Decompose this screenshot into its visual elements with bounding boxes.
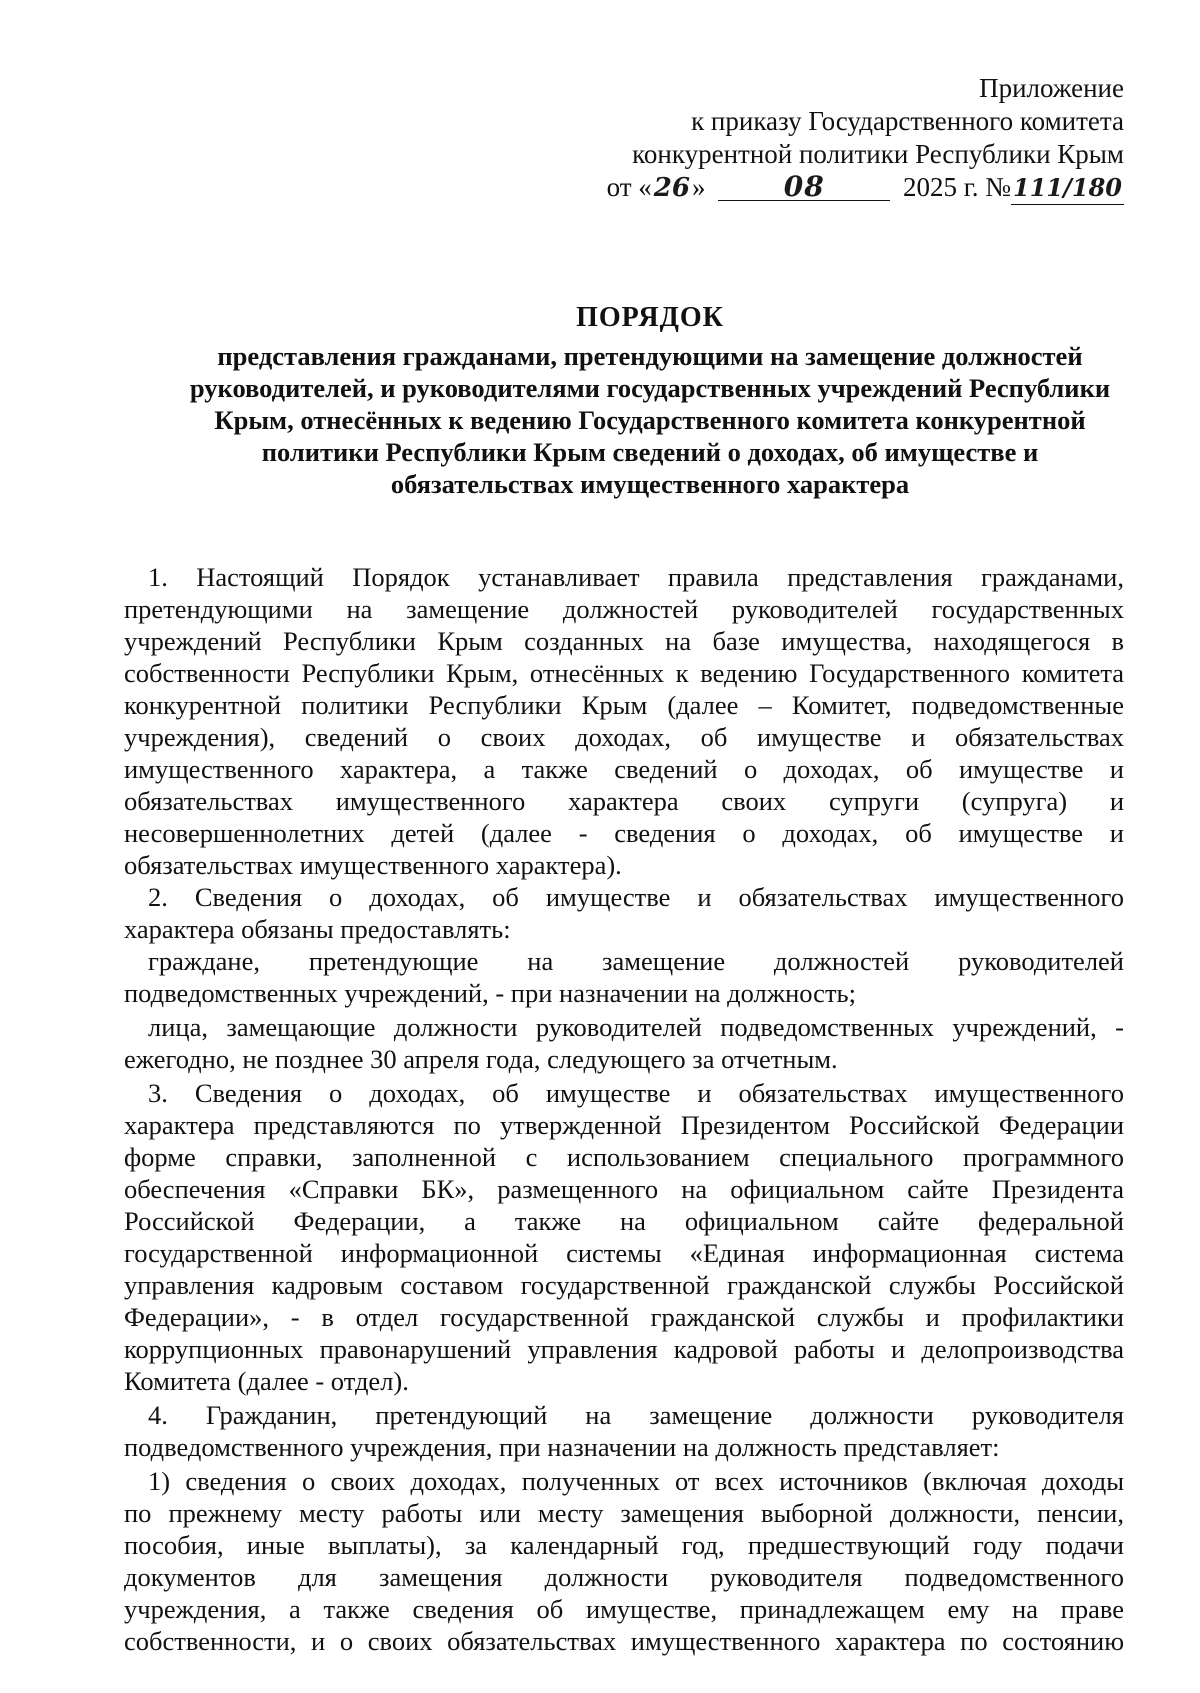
body-line: обеспечения «Справки БК», размещенного на официальном сайте Президента	[124, 1174, 1124, 1204]
date-prefix: от «	[606, 172, 652, 202]
body-line: обязательствах имущественного характера).	[124, 850, 622, 880]
subtitle-line: обязательствах имущественного характера	[390, 469, 910, 499]
body-line: собственности, и о своих обязательствах имущественного характера по состоянию	[124, 1626, 1124, 1656]
handwritten-day: 26	[653, 173, 690, 203]
body-line: имущественного характера, а также сведений о доходах, об имуществе и	[124, 754, 1124, 784]
body-line: ежегодно, не позднее 30 апреля года, следующего за отчетным.	[124, 1044, 838, 1074]
body-line: учреждения, а также сведения об имуществе, принадлежащем ему на праве	[124, 1594, 1124, 1624]
body-line: учреждений Республики Крым созданных на базе имущества, находящегося в	[124, 626, 1124, 656]
handwritten-order-number: 111/180	[1011, 171, 1124, 205]
body-line: 1) сведения о своих доходах, полученных от всех источников (включая доходы	[148, 1466, 1124, 1496]
subtitle-line: руководителей, и руководителями государственных учреждений Республики	[189, 373, 1111, 403]
month-blank	[718, 170, 890, 203]
document-title-block	[120, 300, 1180, 500]
handwritten-month: 08	[783, 170, 825, 203]
body-line: управления кадровым составом государственной гражданской службы Российской	[124, 1270, 1124, 1300]
document-body	[124, 561, 1124, 1657]
body-line: учреждения), сведений о своих доходах, об имуществе и обязательствах	[124, 722, 1124, 752]
body-line: пособия, иные выплаты), за календарный год, предшествующий году подачи	[124, 1530, 1124, 1560]
body-line: характера представляются по утвержденной Президентом Российской Федерации	[124, 1110, 1124, 1140]
body-line: Комитета (далее - отдел).	[124, 1366, 409, 1396]
appendix-header	[607, 72, 1124, 205]
document-subtitle	[120, 340, 1180, 500]
body-line: Российской Федерации, а также на официальном сайте федеральной	[124, 1206, 1124, 1236]
order-date-line	[607, 171, 1124, 205]
body-line: обязательствах имущественного характера своих супруги (супруга) и	[124, 786, 1124, 816]
appendix-line-1: Приложение	[979, 73, 1124, 103]
subtitle-line: политики Республики Крым сведений о доходах, об имуществе и	[261, 437, 1039, 467]
body-line: граждане, претендующие на замещение должностей руководителей	[148, 946, 1124, 976]
body-line: 2. Сведения о доходах, об имуществе и обязательствах имущественного	[148, 882, 1124, 912]
body-line: форме справки, заполненной с использованием специального программного	[124, 1142, 1124, 1172]
body-line: по прежнему месту работы или месту замещения выборной должности, пенсии,	[124, 1498, 1124, 1528]
body-line: документов для замещения должности руководителя подведомственного	[124, 1562, 1124, 1592]
date-year: 2025 г. №	[902, 172, 1012, 202]
document-title: ПОРЯДОК	[576, 302, 724, 333]
body-line: 4. Гражданин, претендующий на замещение должности руководителя	[148, 1400, 1124, 1430]
subtitle-line: Крым, отнесённых к ведению Государственного комитета конкурентной	[214, 405, 1086, 435]
body-line: коррупционных правонарушений управления кадровой работы и делопроизводства	[124, 1334, 1124, 1364]
subtitle-line: представления гражданами, претендующими на замещение должностей	[217, 341, 1083, 371]
body-line: 1. Настоящий Порядок устанавливает правила представления гражданами,	[148, 562, 1124, 592]
body-line: лица, замещающие должности руководителей подведомственных учреждений, -	[148, 1012, 1124, 1042]
body-line: несовершеннолетних детей (далее - сведения о доходах, об имуществе и	[124, 818, 1124, 848]
body-line: претендующими на замещение должностей руководителей государственных	[124, 594, 1124, 624]
body-line: государственной информационной системы «Единая информационная система	[124, 1238, 1124, 1268]
body-line: характера обязаны предоставлять:	[124, 914, 511, 944]
date-mid: »	[691, 172, 706, 202]
body-line: подведомственных учреждений, - при назначении на должность;	[124, 978, 856, 1008]
body-line: Федерации», - в отдел государственной гражданской службы и профилактики	[124, 1302, 1124, 1332]
body-line: подведомственного учреждения, при назначении на должность представляет:	[124, 1432, 1000, 1462]
body-line: 3. Сведения о доходах, об имуществе и обязательствах имущественного	[148, 1078, 1124, 1108]
body-line: конкурентной политики Республики Крым (далее – Комитет, подведомственные	[124, 690, 1124, 720]
appendix-line-2: к приказу Государственного комитета	[691, 106, 1124, 136]
appendix-line-3: конкурентной политики Республики Крым	[632, 139, 1124, 169]
body-line: собственности Республики Крым, отнесённых к ведению Государственного комитета	[124, 658, 1124, 688]
